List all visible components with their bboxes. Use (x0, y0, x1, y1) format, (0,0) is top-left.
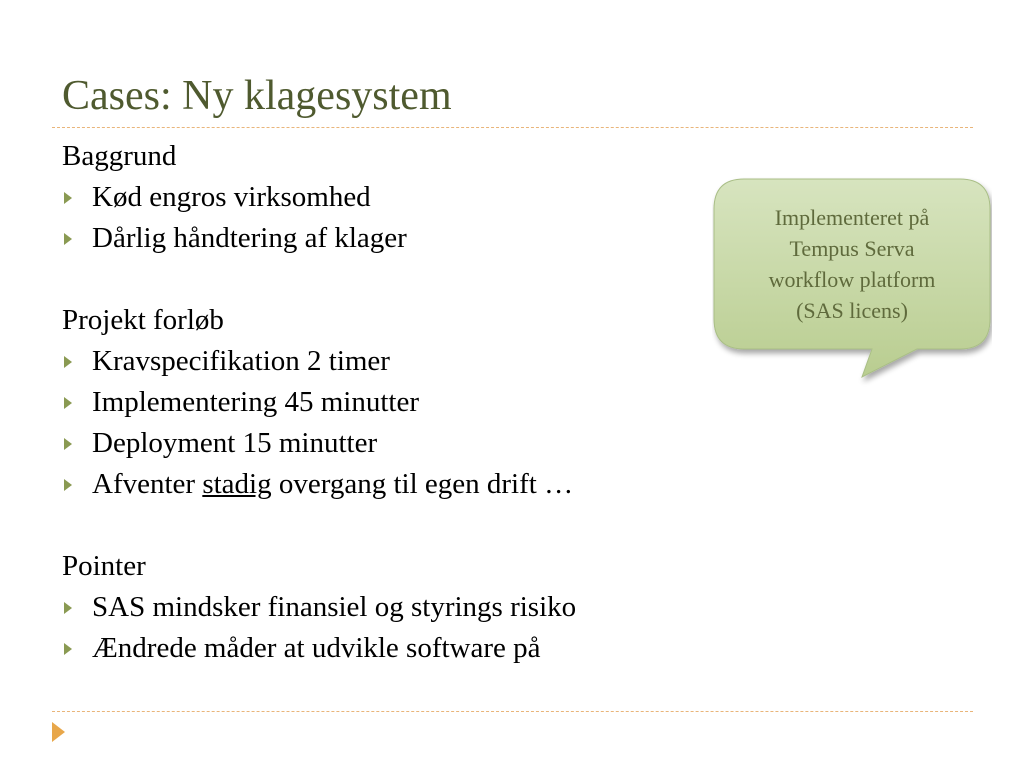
bullet-list (62, 343, 702, 507)
callout-line: (SAS licens) (796, 298, 908, 323)
bullet-arrow-icon (64, 438, 72, 450)
section-baggrund (62, 138, 702, 261)
bullet-text: SAS mindsker finansiel og styrings risiko (92, 591, 577, 623)
speech-bubble-callout (712, 177, 992, 387)
bullet-item (62, 589, 702, 630)
bullet-text: Implementering 45 minutter (92, 386, 419, 418)
bullet-arrow-icon (64, 356, 72, 368)
section-projekt-forloeb (62, 302, 702, 507)
section-heading: Pointer (62, 550, 146, 582)
title-divider (52, 127, 973, 128)
underlined-word: stadig (202, 468, 272, 500)
bullet-text: Deployment 15 minutter (92, 427, 378, 459)
bullet-arrow-icon (64, 397, 72, 409)
callout-text (722, 202, 982, 326)
bullet-arrow-icon (64, 233, 72, 245)
bullet-item (62, 384, 702, 425)
bullet-text: Kød engros virksomhed (92, 181, 371, 213)
bullet-arrow-icon (64, 643, 72, 655)
bullet-text-prefix: Afventer (92, 468, 203, 500)
slide-body (62, 138, 702, 671)
bullet-item (62, 220, 702, 261)
callout-line: Implementeret på (774, 205, 930, 230)
bullet-text-suffix: overgang til egen drift … (271, 468, 574, 500)
callout-line: Tempus Serva (789, 236, 915, 261)
section-heading: Projekt forløb (62, 304, 224, 336)
bullet-item (62, 630, 702, 671)
bullet-text: Dårlig håndtering af klager (92, 222, 407, 254)
bullet-text: Kravspecifikation 2 timer (92, 345, 390, 377)
callout-line: workflow platform (768, 267, 936, 292)
section-pointer (62, 548, 702, 671)
bullet-item (62, 425, 702, 466)
footer-divider (52, 711, 973, 712)
bullet-arrow-icon (64, 192, 72, 204)
bullet-item (62, 466, 702, 507)
bullet-list (62, 589, 702, 671)
bullet-arrow-icon (64, 479, 72, 491)
bullet-item (62, 179, 702, 220)
bullet-arrow-icon (64, 602, 72, 614)
bullet-item (62, 343, 702, 384)
slide-title: Cases: Ny klagesystem (62, 73, 452, 119)
bullet-list (62, 179, 702, 261)
bullet-text: Ændrede måder at udvikle software på (92, 632, 541, 664)
orange-triangle-icon (52, 722, 65, 742)
section-heading: Baggrund (62, 140, 177, 172)
